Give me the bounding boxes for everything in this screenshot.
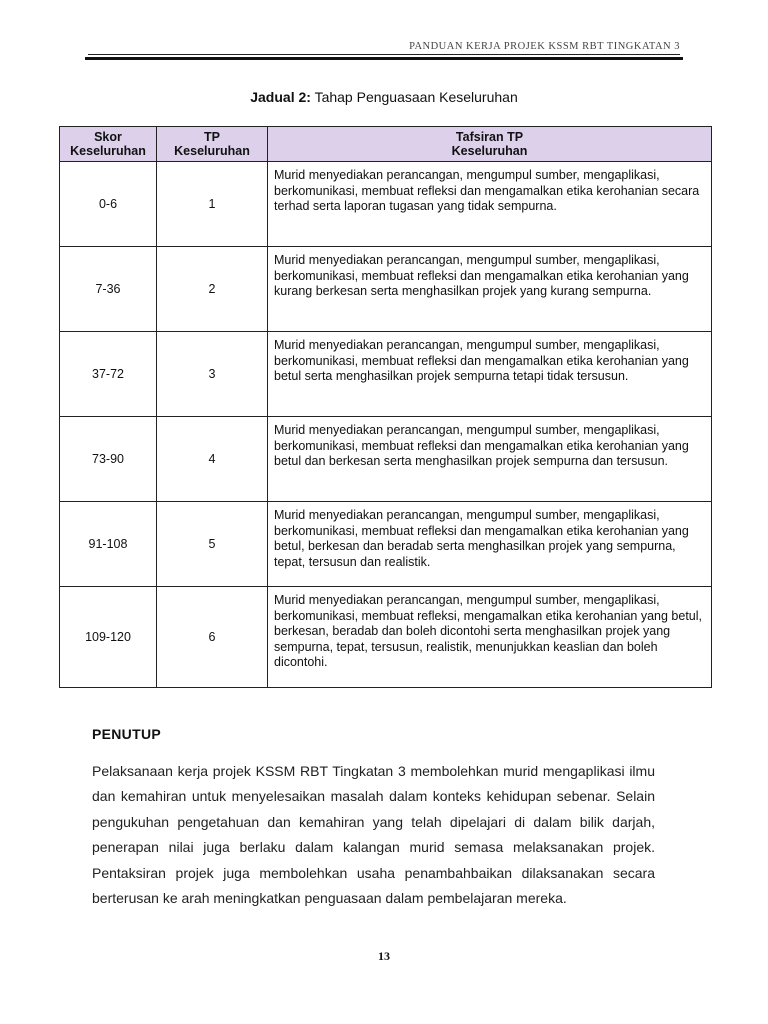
caption-title: Tahap Penguasaan Keseluruhan [314, 89, 518, 105]
tp-cell: 5 [157, 502, 268, 587]
page-number: 13 [378, 949, 390, 963]
skor-cell: 37-72 [60, 332, 157, 417]
header-rule-thin [88, 54, 680, 55]
skor-cell: 0-6 [60, 162, 157, 247]
caption-label: Jadual 2: [250, 89, 311, 105]
table-header-row [60, 127, 712, 162]
table-row [60, 332, 712, 417]
tafsiran-cell: Murid menyediakan perancangan, mengumpul sumber, mengaplikasi, berkomunikasi, membuat refleksi dan mengamalkan etika kerohanian secara terhad serta laporan tugasan yang tidak sempurna. [268, 162, 712, 247]
tafsiran-cell: Murid menyediakan perancangan, mengumpul sumber, mengaplikasi, berkomunikasi, membuat refleksi dan mengamalkan etika kerohanian yang betul dan berkesan serta menghasilkan projek sempurna dan tersusun. [268, 417, 712, 502]
running-header [88, 38, 680, 60]
closing-paragraph: Pelaksanaan kerja projek KSSM RBT Tingkatan 3 membolehkan murid mengaplikasi ilmu dan kemahiran untuk menyelesaikan masalah dalam konteks kehidupan sebenar. Selain pengukuhan pengetahuan dan kemahiran yang telah dipelajari di dalam bilik darjah, penerapan nilai juga berlaku dalam kalangan murid semasa melaksanakan projek. Pentaksiran projek juga membolehkan usaha penambahbaikan dilaksanakan secara berterusan ke arah meningkatkan penguasaan dalam pembelajaran mereka. [92, 763, 655, 907]
header-tafsiran: Tafsiran TP Keseluruhan [268, 127, 712, 162]
table-row [60, 417, 712, 502]
table-row [60, 502, 712, 587]
header-rule-thick [85, 57, 683, 60]
tafsiran-cell: Murid menyediakan perancangan, mengumpul sumber, mengaplikasi, berkomunikasi, membuat refleksi dan mengamalkan etika kerohanian yang betul serta menghasilkan projek sempurna tetapi tidak tersusun. [268, 332, 712, 417]
section-heading: PENUTUP [92, 726, 161, 742]
skor-cell: 7-36 [60, 247, 157, 332]
mastery-level-table [59, 126, 712, 688]
table-caption [0, 89, 768, 105]
tp-cell: 6 [157, 587, 268, 688]
tafsiran-cell: Murid menyediakan perancangan, mengumpul sumber, mengaplikasi, berkomunikasi, membuat refleksi dan mengamalkan etika kerohanian yang kurang berkesan serta menghasilkan projek yang kurang sempurna. [268, 247, 712, 332]
header-skor: Skor Keseluruhan [60, 127, 157, 162]
tp-cell: 3 [157, 332, 268, 417]
skor-cell: 109-120 [60, 587, 157, 688]
table-row [60, 587, 712, 688]
tafsiran-cell: Murid menyediakan perancangan, mengumpul sumber, mengaplikasi, berkomunikasi, membuat refleksi dan mengamalkan etika kerohanian yang betul, berkesan dan beradab serta menghasilkan projek yang sempurna, tepat, tersusun dan realistik. [268, 502, 712, 587]
tp-cell: 2 [157, 247, 268, 332]
header-tp: TP Keseluruhan [157, 127, 268, 162]
running-header-text: PANDUAN KERJA PROJEK KSSM RBT TINGKATAN 3 [409, 41, 680, 52]
tafsiran-cell: Murid menyediakan perancangan, mengumpul sumber, mengaplikasi, berkomunikasi, membuat refleksi, mengamalkan etika kerohanian yang betul, berkesan, beradab dan boleh dicontohi serta menghasilkan projek yang sempurna, tepat, tersusun, realistik, menunjukkan keaslian dan boleh dicontohi. [268, 587, 712, 688]
table-row [60, 247, 712, 332]
skor-cell: 73-90 [60, 417, 157, 502]
table-row [60, 162, 712, 247]
skor-cell: 91-108 [60, 502, 157, 587]
tp-cell: 4 [157, 417, 268, 502]
tp-cell: 1 [157, 162, 268, 247]
